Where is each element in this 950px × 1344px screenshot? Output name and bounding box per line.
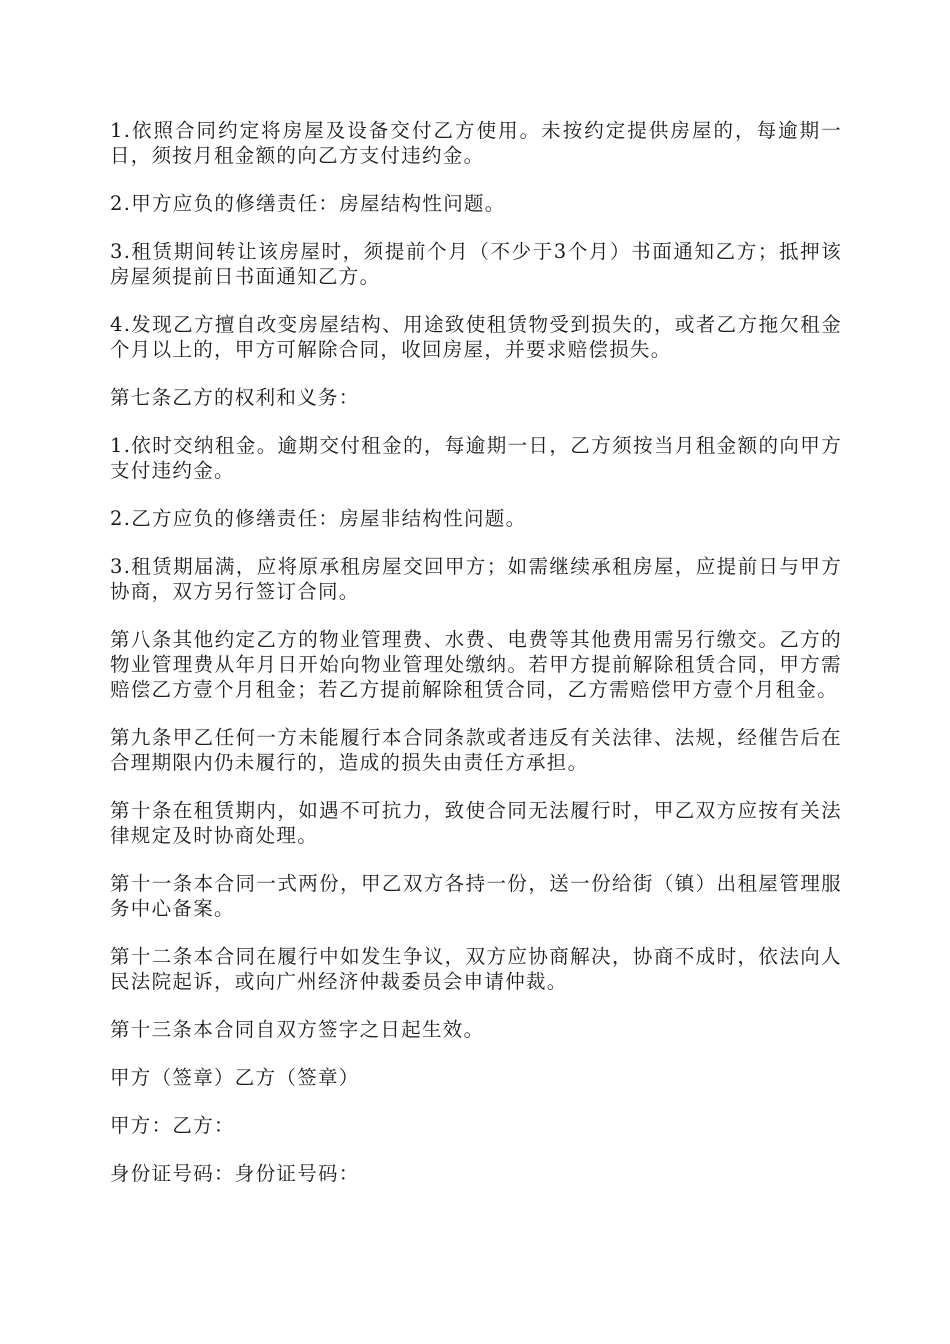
article-13: 第十三条本合同自双方签字之日起生效。 <box>110 1018 485 1041</box>
article-7-heading: 第七条乙方的权利和义务： <box>110 386 360 409</box>
article-12: 第十二条本合同在履行中如发生争议，双方应协商解决，协商不成时，依法向人民法院起诉，或向广州经济仲裁委员会申请仲裁。 <box>110 945 842 993</box>
article-9: 第九条甲乙任何一方未能履行本合同条款或者违反有关法律、法规，经催告后在合理期限内仍未履行的，造成的损失由责任方承担。 <box>110 726 842 774</box>
article-8: 第八条其他约定乙方的物业管理费、水费、电费等其他费用需另行缴交。乙方的物业管理费从年月日开始向物业管理处缴纳。若甲方提前解除租赁合同，甲方需赔偿乙方壹个月租金；若乙方提前解除租赁合同，乙方需赔偿甲方壹个月租金。 <box>110 628 842 701</box>
clause-tenant-3: 3.租赁期届满，应将原承租房屋交回甲方；如需继续承租房屋，应提前日与甲方协商，双方另行签订合同。 <box>110 555 842 603</box>
id-number-line: 身份证号码：身份证号码： <box>110 1162 360 1185</box>
article-10: 第十条在租赁期内，如遇不可抗力，致使合同无法履行时，甲乙双方应按有关法律规定及时协商处理。 <box>110 799 842 847</box>
clause-tenant-2: 2.乙方应负的修缮责任：房屋非结构性问题。 <box>110 507 527 530</box>
signature-line: 甲方（签章）乙方（签章） <box>110 1066 360 1089</box>
article-11: 第十一条本合同一式两份，甲乙双方各持一份，送一份给街（镇）出租屋管理服务中心备案。 <box>110 872 842 920</box>
clause-landlord-3: 3.租赁期间转让该房屋时，须提前个月（不少于3个月）书面通知乙方；抵押该房屋须提前日书面通知乙方。 <box>110 240 842 288</box>
clause-tenant-1: 1.依时交纳租金。逾期交付租金的，每逾期一日，乙方须按当月租金额的向甲方支付违约金。 <box>110 434 842 482</box>
clause-landlord-1: 1.依照合同约定将房屋及设备交付乙方使用。未按约定提供房屋的，每逾期一日，须按月租金额的向乙方支付违约金。 <box>110 119 842 167</box>
party-names-line: 甲方：乙方： <box>110 1114 235 1137</box>
document-body <box>110 118 842 1209</box>
clause-landlord-4: 4.发现乙方擅自改变房屋结构、用途致使租赁物受到损失的，或者乙方拖欠租金个月以上的，甲方可解除合同，收回房屋，并要求赔偿损失。 <box>110 313 842 361</box>
clause-landlord-2: 2.甲方应负的修缮责任：房屋结构性问题。 <box>110 192 506 215</box>
